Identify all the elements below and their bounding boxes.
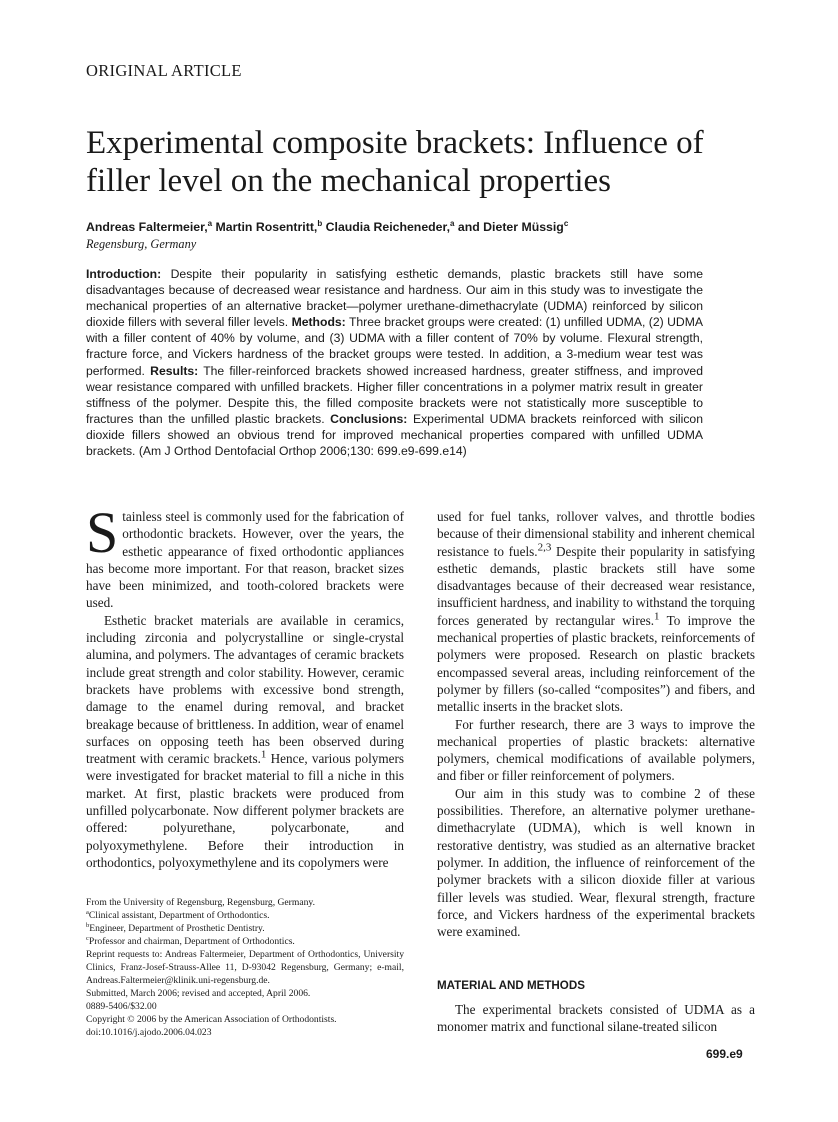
citation: 1 [654,610,660,623]
abstract [86,266,703,459]
author-list [86,220,568,234]
footnote-reprint: Reprint requests to: Andreas Faltermeier, Department of Orthodontics, University Clinics, Franz-Josef-Strauss-Allee 11, D-93042 Regensburg, Germany; e-mail, Andreas.Faltermeier@klinik.uni-regensburg.de. [86,949,404,986]
author: Martin Rosentritt, [212,220,318,234]
paragraph: Our aim in this study was to combine 2 of these possibilities. Therefore, an alternative polymer urethane-dimethacrylate (UDMA), which is well known in restorative dentistry, was studied as an alternative bracket polymer. In addition, the influence of reinforcement of the polymer brackets with a silicon dioxide filler at various filler levels was studied. Wear, flexural strength, fracture force, and Vickers hardness of the experimental brackets were examined. [437,785,755,940]
footnote-from: From the University of Regensburg, Regensburg, Germany. [86,897,315,908]
footnote-b: $^b$Engineer, Department of Prosthetic Dentistry. [86,921,265,934]
footnote-doi: doi:10.1016/j.ajodo.2006.04.023 [86,1027,212,1038]
paragraph-text: Hence, various polymers were investigated for bracket material to fill a niche in this market. At first, plastic brackets were produced from unfilled polycarbonate. Now different polymer brackets are offered: polyurethane, polycarbonate, and polyoxymethylene. Before their introduction in orthodontics, polyoxymethylene and its copolymers were [86,751,404,870]
page-number: 699.e9 [706,1047,743,1061]
citation: 2,3 [537,541,552,554]
abstract-results-label: Results: [150,363,199,378]
paragraph: The experimental brackets consisted of UDMA as a monomer matrix and functional silane-treated silicon [437,1002,755,1035]
abstract-intro-label: Introduction: [86,267,162,281]
footnote-a: $^a$Clinical assistant, Department of Orthodontics. [86,908,270,921]
footnote-submitted: Submitted, March 2006; revised and accepted, April 2006. [86,988,311,999]
paragraph-text: Esthetic bracket materials are available in ceramics, including zirconia and polycrystalline or single-crystal alumina, and polymers. The advantages of ceramic brackets include great strength and color stability. However, ceramic brackets have problems with excessive bond strength, damage to the enamel during removal, and bracket breakage because of brittleness. In addition, wear of enamel surfaces on opposing teeth has been observed during treatment with ceramic brackets. [86,612,404,767]
section-heading: MATERIAL AND METHODS [437,979,585,992]
author-affil-mark: b [317,218,323,228]
footnote-copyright: Copyright © 2006 by the American Association of Orthodontists. [86,1014,337,1025]
paragraph: used for fuel tanks, rollover valves, and throttle bodies because of their dimensional stability and inherent chemical resistance to fuels.$^{2,3}$ Despite their popularity in satisfying esthetic demands, plastic brackets still have some disadvantages because of their decreased wear resistance, insufficient hardness, and inability to withstand the torquing forces generated by rectangular wires.$^1$ To improve the mechanical properties of plastic brackets, reinforcements of polymers were proposed. Research on plastic brackets encompassed several areas, including reinforcement of the polymer by fillers (so-called “composites”) and fibers, and metallic inserts in the bracket slots. [437,509,755,715]
paragraph [86,612,404,871]
author: Claudia Reicheneder, [322,220,451,234]
section-label: ORIGINAL ARTICLE [86,61,242,80]
left-column [86,500,404,871]
citation: 1 [260,748,267,761]
paragraph-text: tainless steel is commonly used for the fabrication of orthodontic brackets. However, over the years, the esthetic appearance of fixed orthodontic appliances has become more important. For that reason, bracket sizes have been minimized, and tooth-colored brackets were used. [86,509,404,611]
abstract-methods-label: Methods: [291,315,346,330]
right-column [437,508,755,940]
paragraph [86,500,404,612]
footnote-c: $^c$Professor and chairman, Department of Orthodontics. [86,934,295,947]
paragraph: For further research, there are 3 ways to improve the mechanical properties of plastic brackets: alternative polymers, chemical modifications of available polymers, and fiber or filler reinforcement of polymers. [437,716,755,784]
affiliation: Regensburg, Germany [86,237,197,251]
abstract-intro: Despite their popularity in satisfying esthetic demands, plastic brackets still have some disadvantages because of decreased wear resistance and hardness. Our aim in this study was to investigate the mechanical properties of an alternative bracket—polymer urethane-dimethacrylate (UDMA) reinforced by silicon dioxide fillers with several filler levels. [86,267,703,330]
author-affil-mark: a [450,218,455,228]
article-title: Experimental composite brackets: Influence of filler level on the mechanical properties [86,125,704,199]
author-affil-mark: a [207,218,213,228]
footnotes [86,896,404,1039]
abstract-methods: Three bracket groups were created: (1) unfilled UDMA, (2) UDMA with a filler content of 40% by volume, and (3) UDMA with a filler content of 70% by volume. Flexural strength, fracture force, and Vickers hardness of the bracket groups were tested. In addition, a 3-medium wear test was performed. [86,315,703,378]
abstract-conclusions-label: Conclusions: [330,411,408,426]
author-affil-mark: c [563,218,569,228]
drop-cap: S [86,500,119,565]
abstract-conclusions: Experimental UDMA brackets reinforced with silicon dioxide fillers showed an obvious trend for improved mechanical properties compared with unfilled UDMA brackets. (Am J Orthod Dentofacial Orthop 2006;130: 699.e9-699.e14) [86,411,703,459]
author: and Dieter Müssig [454,220,564,234]
abstract-results: The filler-reinforced brackets showed increased hardness, greater stiffness, and improved wear resistance compared with unfilled brackets. Higher filler concentrations in a polymer matrix result in greater stiffness of the polymer. Despite this, the filled composite brackets were not statistically more susceptible to fractures than the unfilled plastic brackets. [86,363,703,426]
author: Andreas Faltermeier, [86,220,208,234]
footnote-price: 0889-5406/$32.00 [86,1001,157,1012]
